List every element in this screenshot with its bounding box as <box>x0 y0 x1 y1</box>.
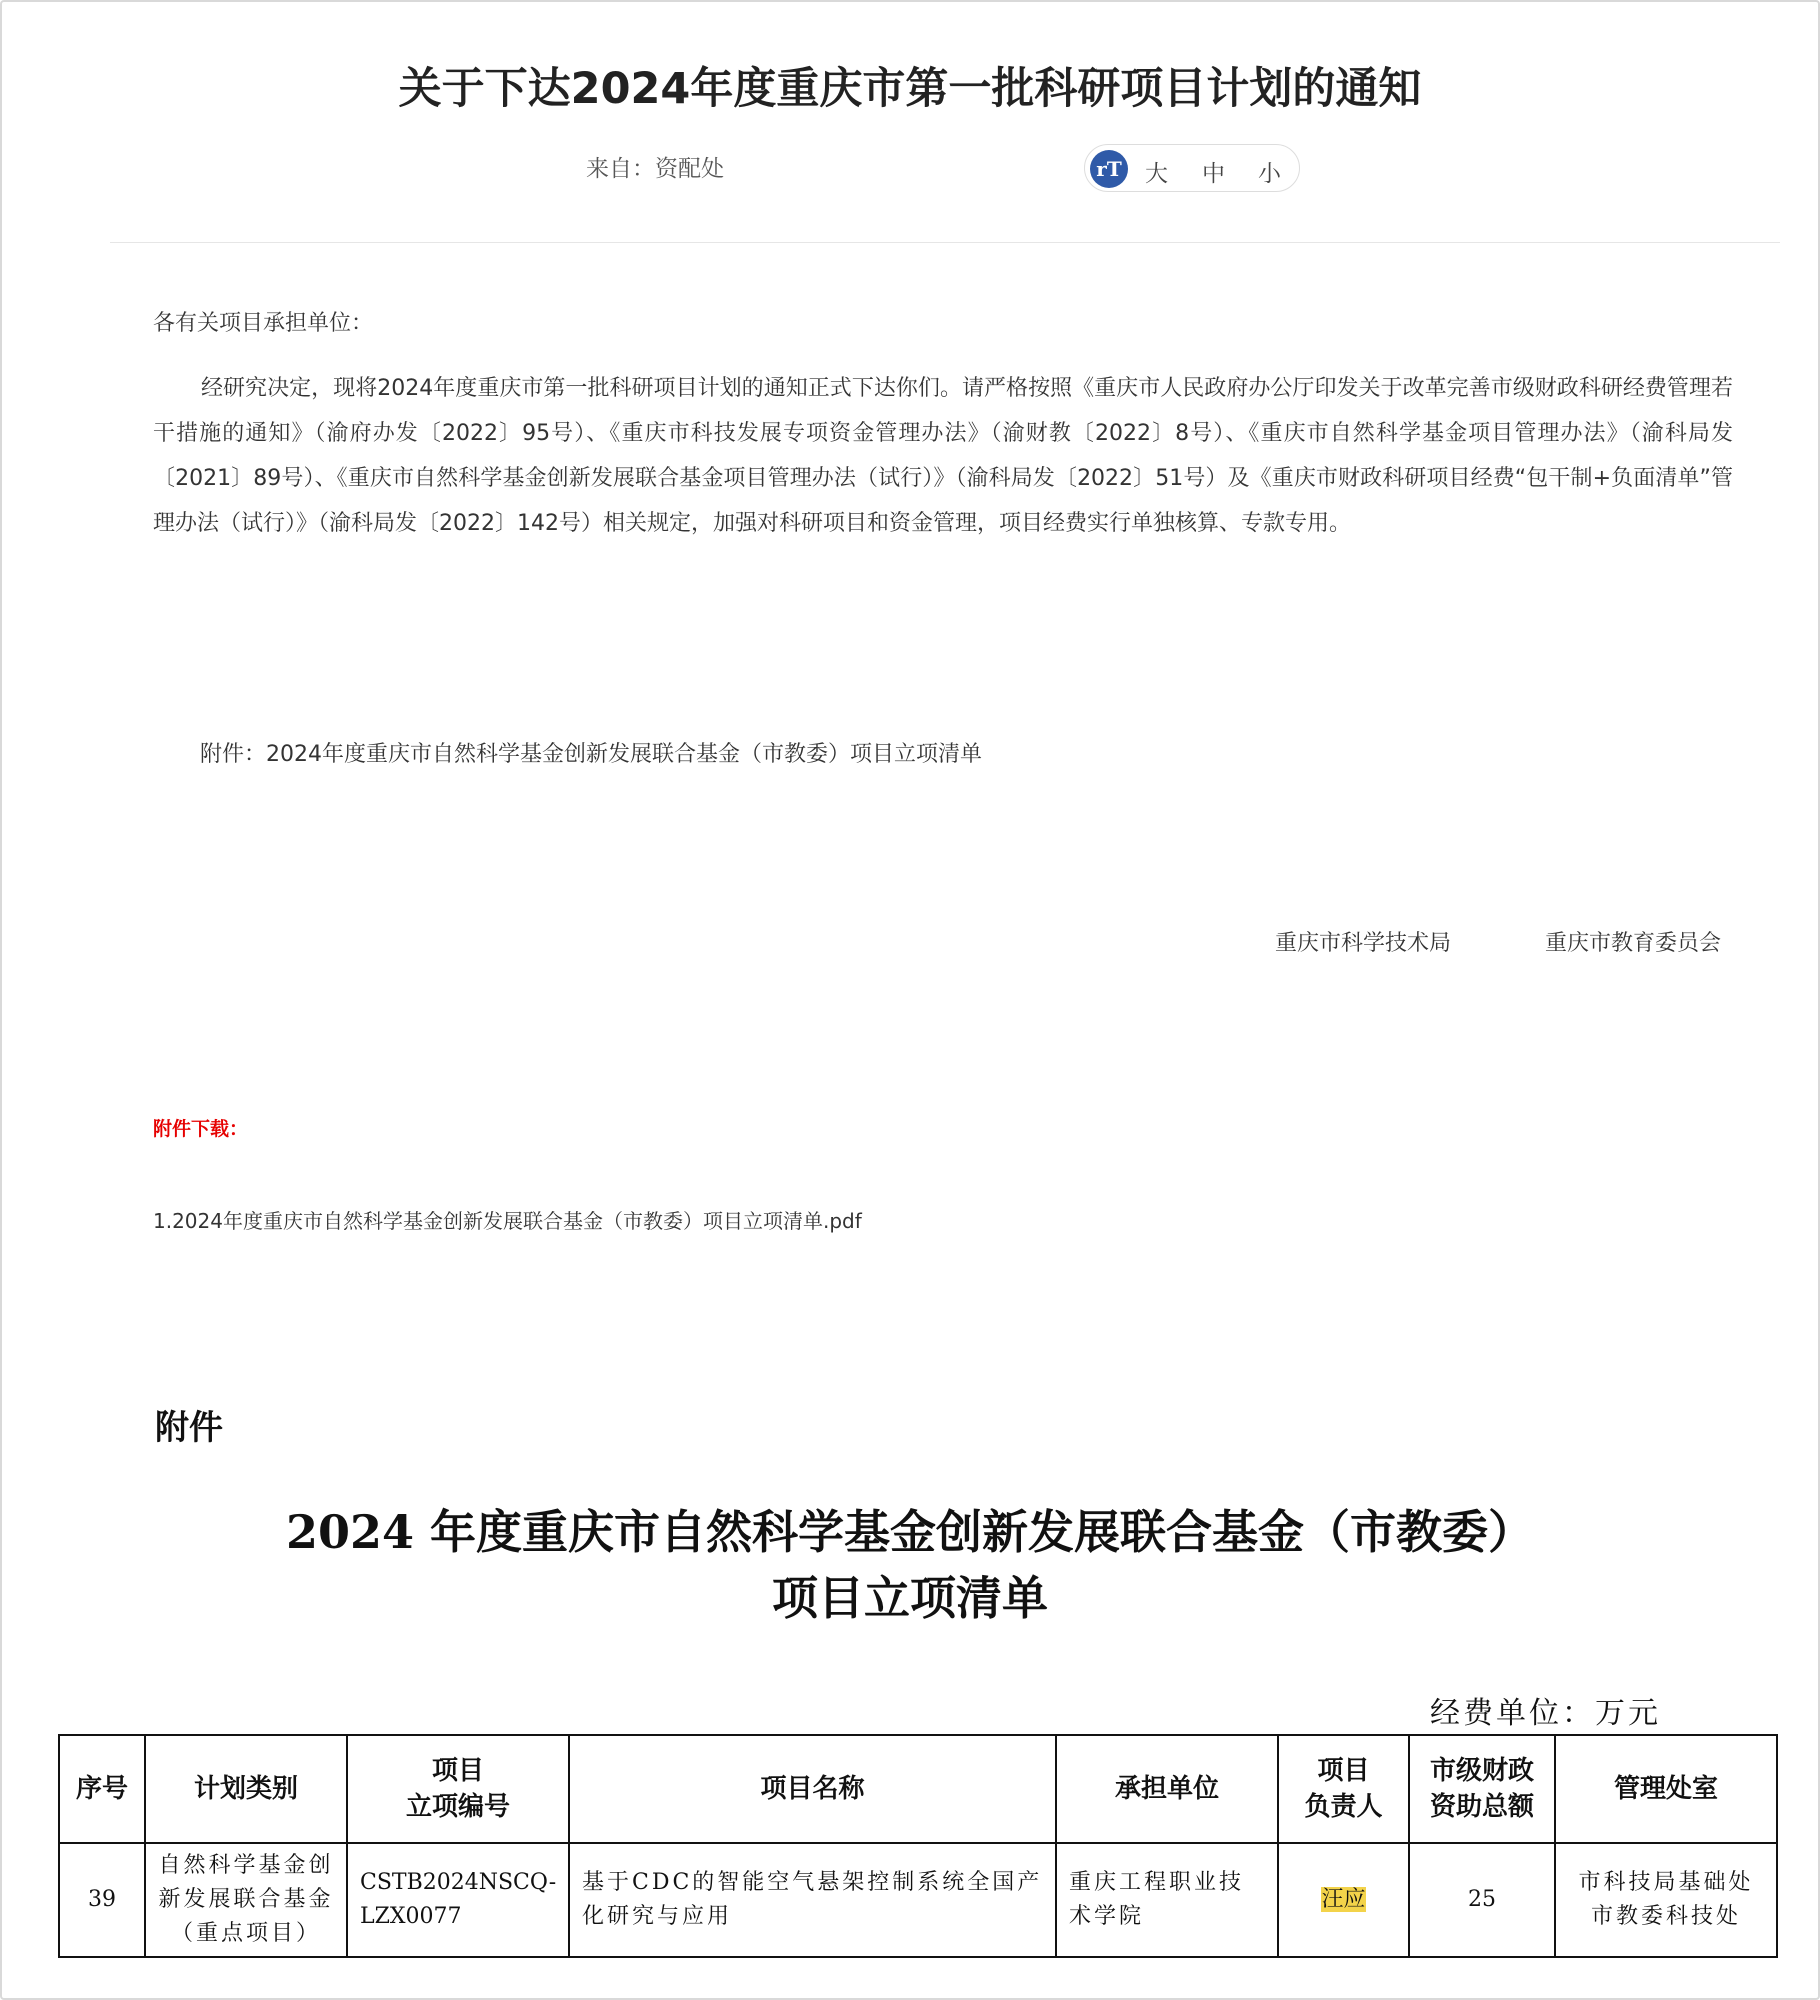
font-size-switch <box>1084 144 1300 192</box>
col-header-no: 序号 <box>59 1735 145 1843</box>
header-divider <box>110 242 1780 243</box>
font-size-large-button[interactable]: 大 <box>1145 161 1168 187</box>
table-row <box>59 1843 1777 1957</box>
funding-unit-label: 经费单位：万元 <box>1430 1696 1661 1731</box>
font-size-medium-button[interactable]: 中 <box>1202 161 1225 187</box>
list-title-line1: 2024 年度重庆市自然科学基金创新发展联合基金（市教委） <box>285 1505 1535 1559</box>
col-header-unit: 承担单位 <box>1056 1735 1278 1843</box>
cell-office: 市科技局基础处 市教委科技处 <box>1555 1843 1777 1957</box>
col-header-name: 项目名称 <box>569 1735 1056 1843</box>
col-header-amount: 市级财政 资助总额 <box>1409 1735 1555 1843</box>
leader-highlight: 汪应 <box>1321 1887 1366 1912</box>
cell-category: 自然科学基金创新发展联合基金（重点项目） <box>145 1843 347 1957</box>
font-size-small-button[interactable]: 小 <box>1258 161 1281 187</box>
source-label: 来自：资配处 <box>586 156 724 182</box>
col-header-leader: 项目 负责人 <box>1278 1735 1409 1843</box>
page-title: 关于下达2024年度重庆市第一批科研项目计划的通知 <box>398 64 1422 114</box>
attachment-note: 附件：2024年度重庆市自然科学基金创新发展联合基金（市教委）项目立项清单 <box>200 742 982 767</box>
project-table <box>58 1734 1778 1958</box>
cell-amount: 25 <box>1409 1843 1555 1957</box>
salutation: 各有关项目承担单位： <box>153 311 374 336</box>
download-label: 附件下载： <box>153 1118 249 1140</box>
col-header-code: 项目 立项编号 <box>347 1735 569 1843</box>
list-title-line2: 项目立项清单 <box>772 1571 1048 1625</box>
table-header-row <box>59 1735 1777 1843</box>
col-header-office: 管理处室 <box>1555 1735 1777 1843</box>
cell-leader <box>1278 1843 1409 1957</box>
signer-science-bureau: 重庆市科学技术局 <box>1275 931 1452 956</box>
attachment-download-link[interactable]: 1.2024年度重庆市自然科学基金创新发展联合基金（市教委）项目立项清单.pdf <box>153 1209 862 1233</box>
cell-code: CSTB2024NSCQ-LZX0077 <box>347 1843 569 1957</box>
font-size-icon: rT <box>1090 150 1128 188</box>
cell-project-name: 基于CDC的智能空气悬架控制系统全国产化研究与应用 <box>569 1843 1056 1957</box>
col-header-category: 计划类别 <box>145 1735 347 1843</box>
body-paragraph: 经研究决定，现将2024年度重庆市第一批科研项目计划的通知正式下达你们。请严格按照《重庆市人民政府办公厅印发关于改革完善市级财政科研经费管理若干措施的通知》（渝府办发〔2022〕95号）、《重庆市科技发展专项资金管理办法》（渝财教〔2022〕8号）、《重庆市自然科学基金项目管理办法》（渝科局发〔2021〕89号）、《重庆市自然科学基金创新发展联合基金项目管理办法（试行）》（渝科局发〔2022〕51号）及《重庆市财政科研项目经费“包干制+负面清单”管理办法（试行）》（渝科局发〔2022〕142号）相关规定，加强对科研项目和资金管理，项目经费实行单独核算、专款专用。 <box>153 376 1733 536</box>
signer-education-commission: 重庆市教育委员会 <box>1545 931 1722 956</box>
cell-unit: 重庆工程职业技术学院 <box>1056 1843 1278 1957</box>
attachment-heading: 附件 <box>155 1408 223 1448</box>
cell-no: 39 <box>59 1843 145 1957</box>
